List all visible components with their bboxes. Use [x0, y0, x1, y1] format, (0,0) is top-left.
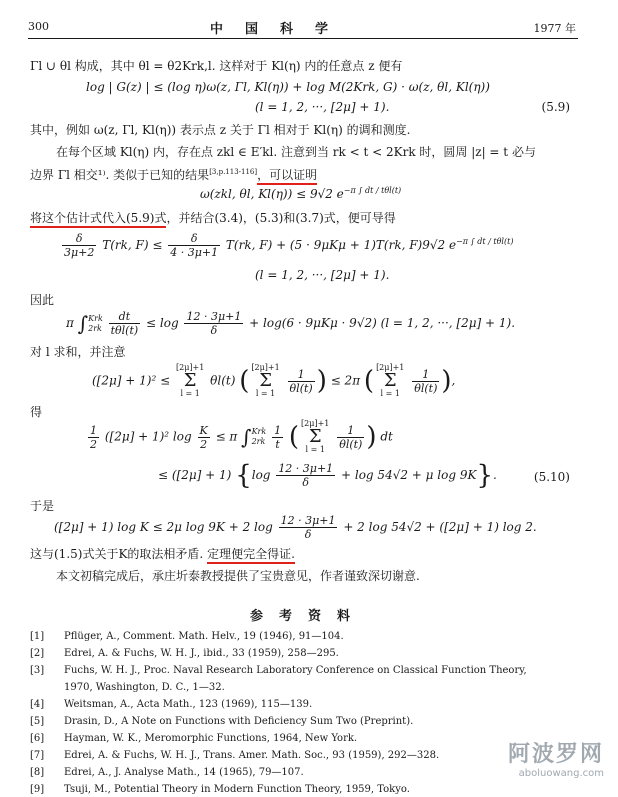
reference-number: [6] — [30, 733, 45, 744]
body-line-2: 其中，例如 ω(z, Γl, Kl(η)) 表示点 z 关于 Γl 相对于 Kl(η) 的调和测度. — [30, 123, 411, 137]
eq-f: ([2μ] + 1) log K ≤ 2μ log 9K + 2 log $\frac{12 \cdot 3\mu+1}{\delta}$ + 2 log 54√2 + ([2μ] + 1) log 2. — [54, 514, 537, 541]
reference-text: Pflüger, A., Comment. Math. Helv., 19 (1946), 91—104. — [64, 631, 344, 642]
yushi-label: 于是 — [30, 499, 55, 513]
body-line-4-text: 边界 Γl 相交¹⁾. 类似于已知的结果 — [30, 168, 210, 182]
reference-text: Fuchs, W. H. J., Proc. Naval Research Laboratory Conference on Classical Function Theory, — [64, 665, 527, 676]
eq-c-frac-2: $\frac{12 \cdot 3\mu+1}{\delta}$ — [186, 310, 242, 337]
reference-item — [30, 647, 339, 661]
reference-number: [4] — [30, 699, 45, 710]
reference-item — [30, 715, 413, 729]
highlight-proof-complete: 定理便完全得证. — [207, 547, 295, 564]
eq-e: $\frac{1}{2}$ ([2μ] + 1)² log $\frac{K}{2}$ ≤ π ∫ Krk 2rk $\frac{1}{t}$ ( [2μ]+1 Σ l = 1 $\frac{1}{\theta l(t)}$ ) dt — [90, 419, 393, 454]
reference-text: 1970, Washington, D. C., 1—32. — [64, 682, 225, 693]
highlight-prove: ，可以证明 — [257, 168, 317, 185]
journal-title: 中国科学 — [210, 22, 351, 37]
eq-b-frac-2: $\frac{\delta}{4 \cdot 3\mu+1}$ — [170, 232, 219, 259]
reference-number: [1] — [30, 631, 45, 642]
body-line-3: 在每个区域 Kl(η) 内，存在点 zkl ∈ E′kl. 注意到当 rk < t < 2Krk 时，圆周 |z| = t 必与 — [56, 145, 536, 159]
reference-item — [30, 783, 410, 797]
reference-item — [30, 749, 439, 763]
body-line-5-rest: ，并结合(3.4)，(5.3)和(3.7)式，便可导得 — [166, 211, 396, 225]
reference-text: Edrei, A. & Fuchs, W. H. J., ibid., 33 (1959), 258—295. — [64, 648, 339, 659]
eq-omega-exponent: −π ∫ dt / tθl(t) — [343, 186, 402, 195]
reference-text: Edrei, A., J. Analyse Math., 14 (1965), 79—107. — [64, 767, 304, 778]
conclusion-text: 这与(1.5)式关于K的取法相矛盾. — [30, 547, 204, 561]
body-line-4 — [30, 164, 317, 183]
body-line-1: Γl ∪ θl 构成，其中 θl = θ2Krk,l. 这样对于 Kl(η) 内的任意点 z 便有 — [30, 59, 403, 73]
eq-5-9-line-b: (l = 1, 2, ···, [2μ] + 1). — [255, 100, 390, 114]
reference-number: [2] — [30, 648, 45, 659]
reference-number: [7] — [30, 750, 45, 761]
yinci-label: 因此 — [30, 293, 55, 307]
eq-c: π ∫ Krk 2rk $\frac{dt}{\text{tθl(t)}}$ ≤ log $\frac{12 \cdot 3\mu+1}{\delta}$ + log(6 · 9μKμ · 9√2) (l = 1, 2, ···, [2μ] + 1). — [66, 310, 516, 337]
reference-text: Weitsman, A., Acta Math., 123 (1969), 115—139. — [64, 699, 313, 710]
eq-5-9-line-a: log | G(z) | ≤ (log η)ω(z, Γl, Kl(η)) + log M(2Krk, G) · ω(z, θl, Kl(η)) — [86, 80, 490, 94]
reference-number: [5] — [30, 716, 45, 727]
eq-5-10: ≤ ([2μ] + 1) {log $\frac{12 \cdot 3\mu+1}{\delta}$ + log 54√2 + μ log 9K}. — [158, 460, 497, 491]
reference-number: [3] — [30, 665, 45, 676]
watermark — [508, 742, 604, 779]
reference-number: [9] — [30, 784, 45, 795]
reference-text: Edrei, A. & Fuchs, W. H. J., Trans. Amer. Math. Soc., 93 (1959), 292—328. — [64, 750, 440, 761]
reference-item — [30, 664, 527, 678]
eq-b-l-range: (l = 1, 2, ···, [2μ] + 1). — [255, 268, 390, 282]
eq-5-9-number: (5.9) — [541, 100, 570, 114]
acknowledgement: 本文初稿完成后，承庄圻泰教授提供了宝贵意见，作者谨致深切谢意. — [56, 569, 420, 583]
watermark-url: aboluowang.com — [518, 768, 604, 779]
highlight-substitute: 将这个估计式代入(5.9)式 — [30, 211, 166, 228]
de-label: 得 — [30, 405, 43, 419]
reference-item — [30, 732, 357, 746]
year: 1977 年 — [533, 22, 576, 35]
reference-item — [30, 681, 225, 695]
header-rule — [28, 38, 578, 39]
eq-omega — [200, 186, 401, 201]
eq-5-10-number: (5.10) — [533, 470, 570, 484]
reference-text: Hayman, W. K., Meromorphic Functions, 1964, New York. — [64, 733, 358, 744]
conclusion-line — [30, 546, 295, 562]
reference-text: Drasin, D., A Note on Functions with Deficiency Sum Two (Preprint). — [64, 716, 414, 727]
eq-c-frac-1: $\frac{dt}{\text{tθl(t)}}$ — [110, 310, 139, 337]
reference-item — [30, 698, 312, 712]
body-line-5 — [30, 210, 396, 226]
reference-number: [8] — [30, 767, 45, 778]
reference-text: Tsuji, M., Potential Theory in Modern Function Theory, 1959, Tokyo. — [64, 784, 410, 795]
citation-ref: [3,p.113-116] — [209, 168, 258, 176]
reference-item — [30, 766, 304, 780]
eq-d: ([2μ] + 1)² ≤ [2μ]+1 Σ l = 1 θl(t) ( [2μ]+1 Σ l = 1 $\frac{1}{\theta l(t)}$ ) ≤ 2π ( [2μ]+1 Σ l = 1 $\frac{1}{\theta l(t)}$ ), — [92, 363, 456, 398]
eq-b: $\frac{\delta}{3\mu+2}$ T(rk, F) ≤ $\frac{\delta}{4 \cdot 3\mu+1}$ T(rk, F) + (5 · 9μKμ + 1)T(rk, F)9√2 $e^{-\pi \int dt / t\theta l(t)}$ — [64, 232, 514, 259]
reference-item — [30, 630, 344, 644]
page-number: 300 — [28, 20, 49, 33]
references-title: 参考资料 — [250, 609, 367, 624]
eq-b-frac-1: $\frac{\delta}{3\mu+2}$ — [64, 232, 95, 259]
watermark-brand: 阿波罗网 — [507, 742, 604, 767]
sum-over-l-label: 对 l 求和，并注意 — [30, 345, 126, 359]
eq-omega-main: ω(zkl, θl, Kl(η)) ≤ 9√2 e — [200, 187, 344, 201]
